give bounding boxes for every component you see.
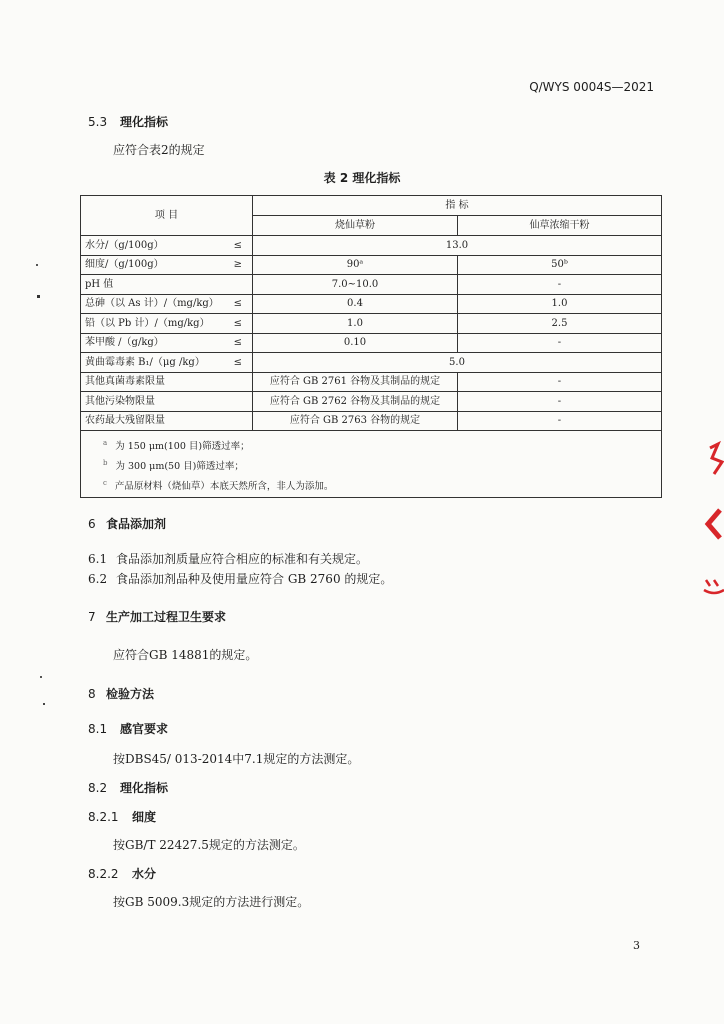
scan-speck xyxy=(36,264,38,266)
section-title: 理化指标 xyxy=(120,115,169,129)
row-value-2: - xyxy=(458,372,662,392)
row-value-1: 应符合 GB 2761 谷物及其制品的规定 xyxy=(253,372,458,392)
section-5-3-heading xyxy=(88,113,168,130)
table-note: $^c$ 产品原材料（烧仙草）本底天然所含，非人为添加。 xyxy=(103,479,334,493)
row-value-1: 0.4 xyxy=(253,294,458,314)
section-8-1-text: 按DBS45/ 013-2014中7.1规定的方法测定。 xyxy=(113,752,360,766)
document-number: Q/WYS 0004S—2021 xyxy=(529,80,654,94)
row-value-2: 50ᵇ xyxy=(458,255,662,275)
section-7-text: 应符合GB 14881的规定。 xyxy=(113,648,258,662)
section-number: 8.1 xyxy=(88,722,108,736)
section-title: 生产加工过程卫生要求 xyxy=(106,610,227,624)
row-value-2: 2.5 xyxy=(458,314,662,334)
row-item: 总砷（以 As 计）/（mg/kg） xyxy=(81,294,226,314)
row-symbol xyxy=(226,275,253,295)
section-number: 8.2.2 xyxy=(88,867,119,881)
section-title: 检验方法 xyxy=(106,687,155,701)
section-title: 细度 xyxy=(132,810,157,824)
section-8-2-heading xyxy=(88,779,168,796)
scan-speck xyxy=(37,295,40,298)
section-number: 6.1 xyxy=(88,552,108,566)
section-title: 感官要求 xyxy=(120,722,169,736)
row-value-1: 90ᵃ xyxy=(253,255,458,275)
row-item: 铅（以 Pb 计）/（mg/kg） xyxy=(81,314,226,334)
physicochemical-table xyxy=(80,195,662,498)
table-row xyxy=(81,392,662,412)
row-value-2: - xyxy=(458,392,662,412)
row-value-2: - xyxy=(458,275,662,295)
section-title: 食品添加剂 xyxy=(106,517,167,531)
row-symbol: ≤ xyxy=(226,333,253,353)
section-number: 8 xyxy=(88,687,96,701)
row-value-1: 1.0 xyxy=(253,314,458,334)
row-value-1: 应符合 GB 2762 谷物及其制品的规定 xyxy=(253,392,458,412)
row-item: pH 值 xyxy=(81,275,226,295)
section-6-2 xyxy=(88,570,392,587)
table-note: $^b$ 为 300 μm(50 目)筛透过率； xyxy=(103,459,244,473)
row-item: 其他污染物限量 xyxy=(81,392,253,412)
page-number: 3 xyxy=(633,939,640,952)
section-8-2-2-heading xyxy=(88,865,156,882)
table-note: $^a$ 为 150 μm(100 目)筛透过率； xyxy=(103,439,250,453)
row-symbol: ≤ xyxy=(226,294,253,314)
header-item: 项 目 xyxy=(81,196,253,236)
section-8-2-1-heading xyxy=(88,808,156,825)
header-col-2: 仙草浓缩干粉 xyxy=(458,216,662,236)
row-value-1: 0.10 xyxy=(253,333,458,353)
table-row xyxy=(81,314,662,334)
scan-speck xyxy=(40,676,42,678)
table-row xyxy=(81,333,662,353)
header-indicator: 指 标 xyxy=(253,196,662,216)
section-number: 8.2.1 xyxy=(88,810,119,824)
row-symbol: ≤ xyxy=(226,353,253,373)
section-5-3-text: 应符合表2的规定 xyxy=(113,143,205,157)
section-number: 5.3 xyxy=(88,115,108,129)
section-text: 食品添加剂质量应符合相应的标准和有关规定。 xyxy=(116,552,369,566)
section-7-heading xyxy=(88,608,226,625)
section-8-1-heading xyxy=(88,720,168,737)
section-8-2-2-text: 按GB 5009.3规定的方法进行测定。 xyxy=(113,895,310,909)
section-title: 理化指标 xyxy=(120,781,169,795)
section-6-heading xyxy=(88,515,166,532)
table-row xyxy=(81,353,662,373)
table-title: 表 2 理化指标 xyxy=(323,171,401,185)
section-text: 食品添加剂品种及使用量应符合 GB 2760 的规定。 xyxy=(116,572,393,586)
row-item: 黄曲霉毒素 B₁/（μg /kg） xyxy=(81,353,226,373)
row-symbol: ≤ xyxy=(226,236,253,256)
row-item: 农药最大残留限量 xyxy=(81,411,253,431)
row-value-merged: 5.0 xyxy=(253,353,662,373)
row-value-2: - xyxy=(458,333,662,353)
row-symbol: ≥ xyxy=(226,255,253,275)
section-6-1 xyxy=(88,550,368,567)
header-col-1: 烧仙草粉 xyxy=(253,216,458,236)
section-number: 8.2 xyxy=(88,781,108,795)
section-number: 6 xyxy=(88,517,96,531)
row-symbol: ≤ xyxy=(226,314,253,334)
table-row xyxy=(81,372,662,392)
row-value-1: 应符合 GB 2763 谷物的规定 xyxy=(253,411,458,431)
table-row xyxy=(81,411,662,431)
row-item: 其他真菌毒素限量 xyxy=(81,372,253,392)
table-notes xyxy=(81,431,662,498)
section-title: 水分 xyxy=(132,867,157,881)
table-row xyxy=(81,294,662,314)
section-8-heading xyxy=(88,685,154,702)
table-row xyxy=(81,275,662,295)
section-8-2-1-text: 按GB/T 22427.5规定的方法测定。 xyxy=(113,838,305,852)
red-stamp-fragment-icon xyxy=(696,440,724,600)
row-item: 水分/（g/100g） xyxy=(81,236,226,256)
table-row xyxy=(81,255,662,275)
row-value-1: 7.0~10.0 xyxy=(253,275,458,295)
section-number: 6.2 xyxy=(88,572,108,586)
row-value-2: 1.0 xyxy=(458,294,662,314)
table-row xyxy=(81,236,662,256)
row-value-2: - xyxy=(458,411,662,431)
row-item: 苯甲酸 /（g/kg） xyxy=(81,333,226,353)
row-item: 细度/（g/100g） xyxy=(81,255,226,275)
scan-speck xyxy=(43,703,45,705)
row-value-merged: 13.0 xyxy=(253,236,662,256)
section-number: 7 xyxy=(88,610,96,624)
